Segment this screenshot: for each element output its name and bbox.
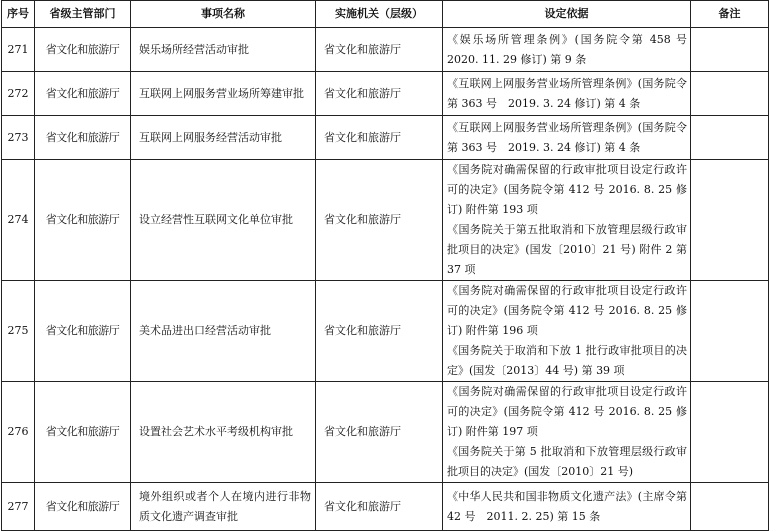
table-row <box>2 382 769 483</box>
basis-text: 《国务院关于第 5 批取消和下放管理层级行政审批项目的决定》(国发〔2010〕21 号) <box>447 445 687 478</box>
approval-items-table <box>1 0 769 531</box>
cell-agency: 省文化和旅游厅 <box>316 28 443 72</box>
cell-name: 设立经营性互联网文化单位审批 <box>131 160 316 281</box>
table-body <box>2 28 769 531</box>
header-name: 事项名称 <box>131 1 316 28</box>
cell-dept: 省文化和旅游厅 <box>35 116 131 160</box>
basis-text: 《国务院关于取消和下放 1 批行政审批项目的决定》(国发〔2013〕44 号) 第 39 项 <box>447 344 687 377</box>
cell-name: 设置社会艺术水平考级机构审批 <box>131 382 316 483</box>
cell-basis <box>443 72 691 116</box>
cell-agency: 省文化和旅游厅 <box>316 281 443 382</box>
cell-basis <box>443 160 691 281</box>
cell-seq: 275 <box>2 281 35 382</box>
basis-text: 《国务院对确需保留的行政审批项目设定行政许可的决定》(国务院令第 412 号 2016. 8. 25 修订) 附件第 193 项 <box>447 163 687 216</box>
basis-text: 《国务院对确需保留的行政审批项目设定行政许可的决定》(国务院令第 412 号 2016. 8. 25 修订) 附件第 197 项 <box>447 385 687 438</box>
table-row <box>2 160 769 281</box>
header-row <box>2 1 769 28</box>
cell-name: 美术品进出口经营活动审批 <box>131 281 316 382</box>
header-note: 备注 <box>691 1 769 28</box>
cell-dept: 省文化和旅游厅 <box>35 281 131 382</box>
table-row <box>2 483 769 531</box>
cell-note <box>691 483 769 531</box>
cell-agency: 省文化和旅游厅 <box>316 116 443 160</box>
cell-name: 娱乐场所经营活动审批 <box>131 28 316 72</box>
cell-note <box>691 281 769 382</box>
cell-agency: 省文化和旅游厅 <box>316 160 443 281</box>
cell-agency: 省文化和旅游厅 <box>316 72 443 116</box>
basis-text: 《互联网上网服务营业场所管理条例》(国务院令第 363 号 2019. 3. 24 修订) 第 4 条 <box>447 76 687 110</box>
cell-note <box>691 72 769 116</box>
cell-seq: 273 <box>2 116 35 160</box>
cell-dept: 省文化和旅游厅 <box>35 72 131 116</box>
cell-name: 互联网上网服务营业场所筹建审批 <box>131 72 316 116</box>
cell-dept: 省文化和旅游厅 <box>35 483 131 531</box>
cell-dept: 省文化和旅游厅 <box>35 28 131 72</box>
cell-note <box>691 116 769 160</box>
cell-seq: 272 <box>2 72 35 116</box>
header-dept: 省级主管部门 <box>35 1 131 28</box>
cell-basis <box>443 281 691 382</box>
cell-seq: 277 <box>2 483 35 531</box>
basis-text: 《国务院对确需保留的行政审批项目设定行政许可的决定》(国务院令第 412 号 2016. 8. 25 修订) 附件第 196 项 <box>447 284 687 337</box>
cell-note <box>691 28 769 72</box>
table-row <box>2 72 769 116</box>
cell-dept: 省文化和旅游厅 <box>35 160 131 281</box>
cell-name: 互联网上网服务经营活动审批 <box>131 116 316 160</box>
cell-seq: 274 <box>2 160 35 281</box>
cell-basis <box>443 483 691 531</box>
cell-note <box>691 382 769 483</box>
cell-basis <box>443 116 691 160</box>
cell-agency: 省文化和旅游厅 <box>316 382 443 483</box>
cell-basis <box>443 28 691 72</box>
basis-text: 《娱乐场所管理条例》(国务院令第 458 号 2020. 11. 29 修订) 第 9 条 <box>447 32 687 66</box>
header-agency: 实施机关（层级） <box>316 1 443 28</box>
header-seq: 序号 <box>2 1 35 28</box>
cell-basis <box>443 382 691 483</box>
basis-text: 《国务院关于第五批取消和下放管理层级行政审批项目的决定》(国发〔2010〕21 号) 附件 2 第 37 项 <box>447 223 687 276</box>
cell-note <box>691 160 769 281</box>
cell-agency: 省文化和旅游厅 <box>316 483 443 531</box>
cell-dept: 省文化和旅游厅 <box>35 382 131 483</box>
cell-name: 境外组织或者个人在境内进行非物质文化遗产调查审批 <box>131 483 316 531</box>
basis-text: 《中华人民共和国非物质文化遗产法》(主席令第 42 号 2011. 2. 25) 第 15 条 <box>447 489 687 523</box>
table-row <box>2 116 769 160</box>
cell-seq: 271 <box>2 28 35 72</box>
header-basis: 设定依据 <box>443 1 691 28</box>
basis-text: 《互联网上网服务营业场所管理条例》(国务院令第 363 号 2019. 3. 24 修订) 第 4 条 <box>447 120 687 154</box>
table-row <box>2 281 769 382</box>
table-row <box>2 28 769 72</box>
cell-seq: 276 <box>2 382 35 483</box>
